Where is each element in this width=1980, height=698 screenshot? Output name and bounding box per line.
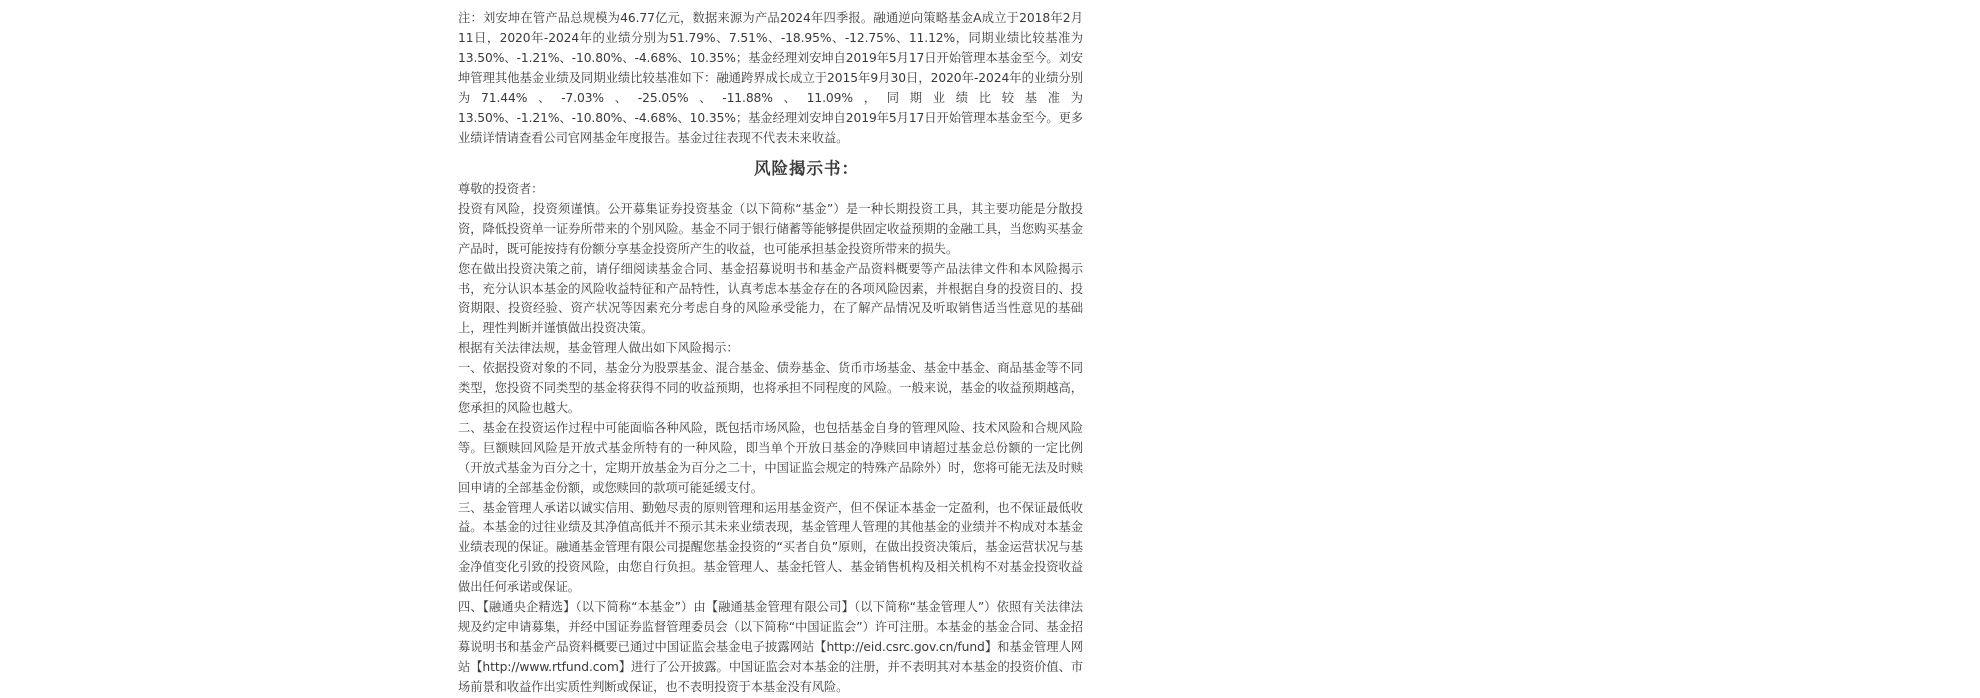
- paragraph-item-1: 一、依据投资对象的不同，基金分为股票基金、混合基金、债券基金、货币市场基金、基金中基金、商品基金等不同类型，您投资不同类型的基金将获得不同的收益预期，也将承担不同程度的风险。一般来说，基金的收益预期越高，您承担的风险也越大。: [458, 361, 1083, 415]
- paragraph-item-4: 四、【融通央企精选】（以下简称“本基金”）由【融通基金管理有限公司】（以下简称“基金管理人”）依照有关法律法规及约定申请募集，并经中国证券监督管理委员会（以下简称“中国证监会”）许可注册。本基金的基金合同、基金招募说明书和基金产品资料概要已通过中国证监会基金电子披露网站【http://eid.csrc.gov.cn/fund】和基金管理人网站【http://www.rtfund.com】进行了公开披露。中国证监会对本基金的注册，并不表明其对本基金的投资价值、市场前景和收益作出实质性判断或保证，也不表明投资于本基金没有风险。: [458, 600, 1083, 694]
- performance-note: 注：刘安坤在管产品总规模为46.77亿元，数据来源为产品2024年四季报。融通逆向策略基金A成立于2018年2月11日，2020年-2024年的业绩分别为51.79%、7.51%、-18.95%、-12.75%、11.12%，同期业绩比较基准为13.50%、-1.21%、-10.80%、-4.68%、10.35%；基金经理刘安坤自2019年5月17日开始管理本基金至今。刘安坤管理其他基金业绩及同期业绩比较基准如下：融通跨界成长成立于2015年9月30日，2020年-2024年的业绩分别为71.44%、-7.03%、-25.05%、-11.88%、11.09%，同期业绩比较基准为13.50%、-1.21%、-10.80%、-4.68%、10.35%；基金经理刘安坤自2019年5月17日开始管理本基金至今。更多业绩详情请查看公司官网基金年度报告。基金过往表现不代表未来收益。: [458, 11, 1083, 145]
- paragraph-intro: 投资有风险，投资须谨慎。公开募集证券投资基金（以下简称“基金”）是一种长期投资工具，其主要功能是分散投资，降低投资单一证券所带来的个别风险。基金不同于银行储蓄等能够提供固定收益预期的金融工具，当您购买基金产品时，既可能按持有份额分享基金投资所产生的收益，也可能承担基金投资所带来的损失。: [458, 201, 1083, 256]
- paragraph-item-3: 三、基金管理人承诺以诚实信用、勤勉尽责的原则管理和运用基金资产，但不保证本基金一定盈利，也不保证最低收益。本基金的过往业绩及其净值高低并不预示其未来业绩表现，基金管理人管理的其他基金的业绩并不构成对本基金业绩表现的保证。融通基金管理有限公司提醒您基金投资的“买者自负”原则，在做出投资决策后，基金运营状况与基金净值变化引致的投资风险，由您自行负担。基金管理人、基金托管人、基金销售机构及相关机构不对基金投资收益做出任何承诺或保证。: [458, 500, 1083, 595]
- salutation: 尊敬的投资者：: [458, 182, 544, 196]
- paragraph-lead-in: 根据有关法律法规，基金管理人做出如下风险揭示：: [458, 341, 739, 356]
- risk-disclosure-body: [458, 180, 1083, 698]
- paragraph-advice: 您在做出投资决策之前，请仔细阅读基金合同、基金招募说明书和基金产品资料概要等产品法律文件和本风险揭示书，充分认识本基金的风险收益特征和产品特性，认真考虑本基金存在的各项风险因素，并根据自身的投资目的、投资期限、投资经验、资产状况等因素充分考虑自身的风险承受能力，在了解产品情况及听取销售适当性意见的基础上，理性判断并谨慎做出投资决策。: [458, 261, 1083, 336]
- paragraph-item-2: 二、基金在投资运作过程中可能面临各种风险，既包括市场风险，也包括基金自身的管理风险、技术风险和合规风险等。巨额赎回风险是开放式基金所特有的一种风险，即当单个开放日基金的净赎回申请超过基金总份额的一定比例（开放式基金为百分之十，定期开放基金为百分之二十，中国证监会规定的特殊产品除外）时，您将可能无法及时赎回申请的全部基金份额，或您赎回的款项可能延缓支付。: [458, 420, 1083, 495]
- risk-disclosure-title: 风险揭示书：: [754, 159, 859, 178]
- content-column: [458, 0, 1083, 698]
